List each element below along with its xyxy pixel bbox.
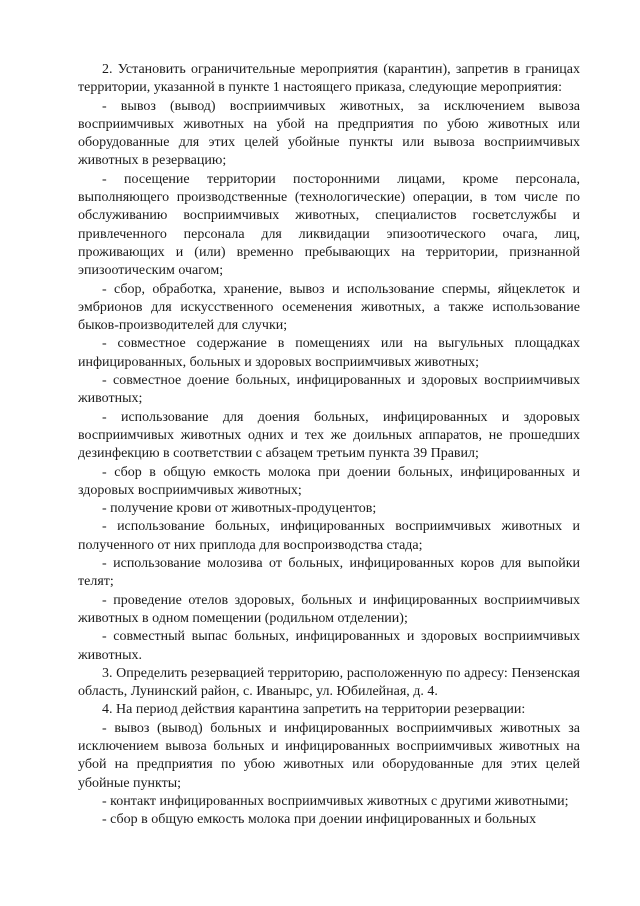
list-item-animal-export: - вывоз (вывод) восприимчивых животных, за исключением вывоза восприимчивых животных на убой на предприятия по убою животных или оборудованные для этих целей убойные пункты или вывоза восприимчивых животных в резервацию;: [78, 98, 580, 169]
paragraph-quarantine-measures: 2. Установить ограничительные мероприятия (карантин), запретив в границах территории, указанной в пункте 1 настоящего приказа, следующие мероприятия:: [78, 62, 580, 96]
paragraph-reservation-territory: 3. Определить резервацией территорию, расположенную по адресу: Пензенская область, Лунинский район, с. Иваныpс, ул. Юбилейная, д. 4.: [78, 665, 580, 700]
list-item-blood-collection: - получение крови от животных-продуцентов;: [102, 501, 377, 517]
list-item-reservation-export: - вывоз (вывод) больных и инфицированных восприимчивых животных за исключением вывоза больных и инфицированных восприимчивых животных на убой на предприятия по убою животных или оборудованные для этих целей убойные пункты;: [78, 720, 580, 791]
list-item-colostrum: - использование молозива от больных, инфицированных коров для выпойки телят;: [78, 556, 580, 590]
list-item-joint-keeping: - совместное содержание в помещениях или на выгульных площадках инфицированных, больных и здоровых восприимчивых животных;: [78, 336, 580, 370]
list-item-joint-milking: - совместное доение больных, инфицированных и здоровых восприимчивых животных;: [78, 373, 580, 407]
list-item-sperm-embryos: - сбор, обработка, хранение, вывоз и использование спермы, яйцеклеток и эмбрионов для искусственного осеменения животных, а также использование быков-производителей для случки;: [78, 281, 580, 334]
paragraph-reservation-prohibitions: 4. На период действия карантина запретить на территории резервации:: [102, 702, 526, 718]
list-item-joint-grazing: - совместный выпас больных, инфицированных и здоровых восприимчивых животных.: [78, 629, 580, 663]
list-item-reservation-milk-collection: - сбор в общую емкость молока при доении инфицированных и больных: [102, 812, 537, 828]
list-item-calving: - проведение отелов здоровых, больных и инфицированных восприимчивых животных в одном помещении (родильном отделении);: [78, 592, 580, 626]
list-item-visitors: - посещение территории посторонними лицами, кроме персонала, выполняющего производственные (технологические) операции, в том числе по обслуживанию восприимчивых животных, специалистов госветслужбы и привлеченного персонала для ликвидации эпизоотического очага, лиц, проживающих и (или) временно пребывающих на территории, признанной эпизоотическим очагом;: [78, 171, 580, 279]
list-item-animal-contact: - контакт инфицированных восприимчивых животных с другими животными;: [102, 793, 569, 809]
list-item-milk-collection: - сбор в общую емкость молока при доении больных, инфицированных и здоровых восприимчивых животных;: [78, 464, 580, 498]
list-item-milking-machines: - использование для доения больных, инфицированных и здоровых восприимчивых животных одних и тех же доильных аппаратов, не прошедших дезинфекцию в соответствии с абзацем третьим пункта 39 Правил;: [78, 409, 580, 462]
list-item-reproduction: - использование больных, инфицированных восприимчивых животных и полученного от них приплода для воспроизводства стада;: [78, 519, 580, 553]
document-body: [78, 61, 580, 829]
